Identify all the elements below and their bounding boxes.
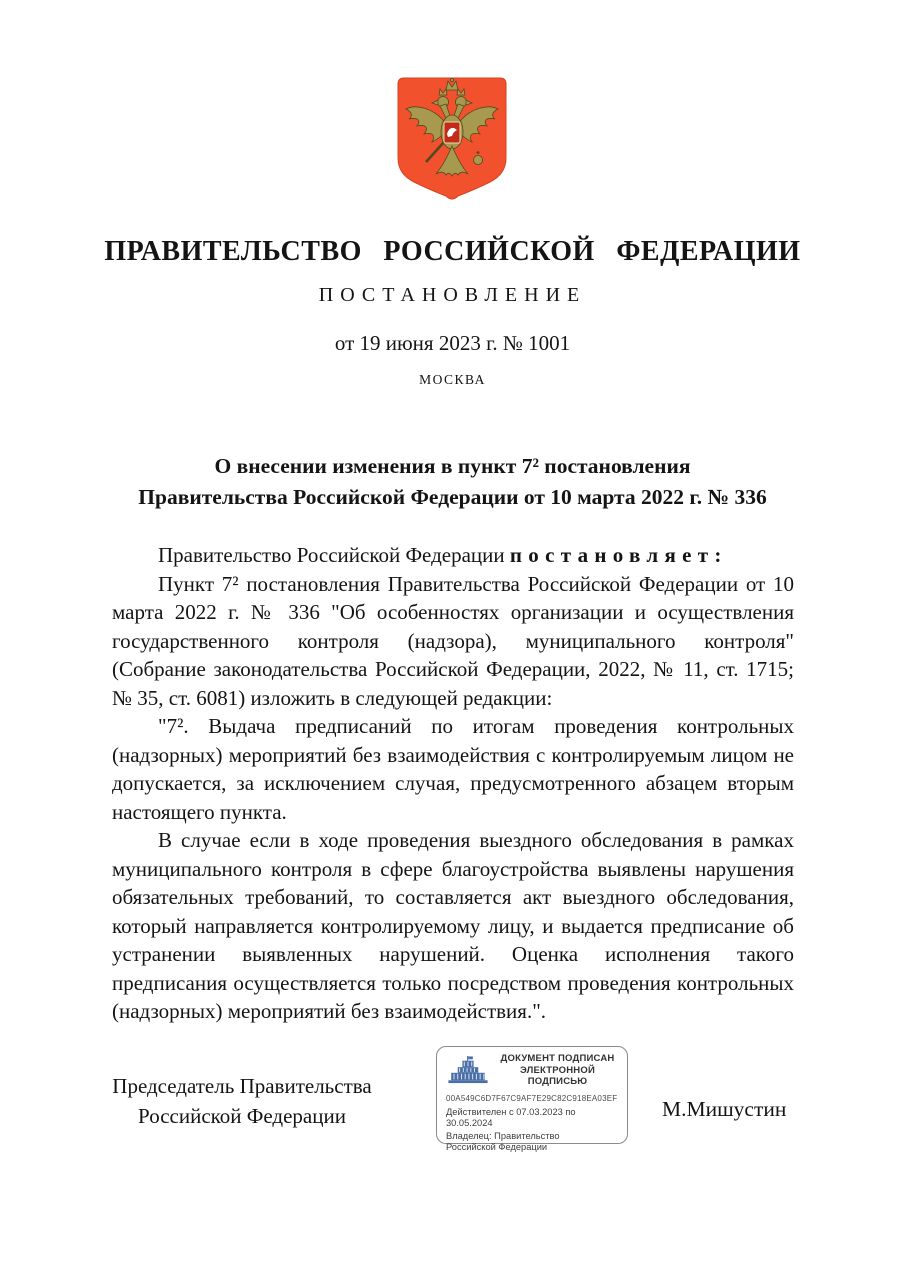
resolves-verb: постановляет: [509, 543, 728, 567]
russia-coat-of-arms-icon [396, 76, 508, 200]
body-paragraph-new-wording-1: "7². Выдача предписаний по итогам проведения контрольных (надзорных) мероприятий без взаимодействия с контролируемым лицом не допускается, за исключением случая, предусмотренного абзацем вторым настоящего пункта. [112, 714, 794, 824]
doc-title-line1: О внесении изменения в пункт 7² постановления [214, 454, 691, 478]
body-paragraph-new-wording-2: В случае если в ходе проведения выездного обследования в рамках муниципального контроля в сфере благоустройства выявлены нарушения обязательных требований, то составляется акт выездного обследования, который направляется контролируемому лицу, и выдается предписание об устранении выявленных нарушений. Оценка исполнения такого предписания осуществляется только посредством проведения контрольных (надзорных) мероприятий без взаимодействия.". [112, 828, 794, 1023]
stamp-certificate-number: 00A549C6D7F67C9AF7E29C82C918EA03EF [446, 1093, 618, 1103]
stamp-header-row [446, 1053, 618, 1088]
signer-name: М.Мишустин [662, 1097, 787, 1121]
signature-title [92, 1071, 392, 1131]
stamp-owner: Владелец: Правительство Российской Федерации [446, 1130, 560, 1152]
stamp-heading-line2: ЭЛЕКТРОННОЙ ПОДПИСЬЮ [520, 1064, 595, 1087]
government-house-icon [446, 1056, 490, 1084]
doc-date: от 19 июня 2023 г. № 1001 [334, 331, 571, 355]
doc-type: ПОСТАНОВЛЕНИЕ [318, 284, 587, 306]
electronic-signature-stamp [436, 1046, 628, 1152]
stamp-heading [497, 1053, 618, 1088]
body-paragraph-amendment: Пункт 7² постановления Правительства Российской Федерации от 10 марта 2022 г. № 336 "Об особенностях организации и осуществления государственного контроля (надзора), муниципального контроля" (Собрание законодательства Российской Федерации, 2022, № 11, ст. 1715; № 35, ст. 6081) изложить в следующей редакции: [112, 571, 794, 710]
stamp-validity: Действителен с 07.03.2023 по 30.05.2024 [446, 1106, 576, 1128]
doc-title-line2: Правительства Российской Федерации от 10 марта 2022 г. № 336 [138, 485, 767, 509]
signature-title-line2: Российской Федерации [138, 1104, 346, 1128]
resolves-normal-text: Правительство Российской Федерации [158, 543, 510, 567]
stamp-heading-line1: ДОКУМЕНТ ПОДПИСАН [500, 1053, 615, 1064]
body-paragraph-resolves [112, 541, 794, 570]
doc-body [112, 541, 794, 1026]
doc-city: МОСКВА [419, 372, 486, 387]
signature-title-line1: Председатель Правительства [112, 1074, 372, 1098]
government-header: ПРАВИТЕЛЬСТВО РОССИЙСКОЙ ФЕДЕРАЦИИ [104, 236, 801, 267]
doc-title [0, 451, 905, 513]
